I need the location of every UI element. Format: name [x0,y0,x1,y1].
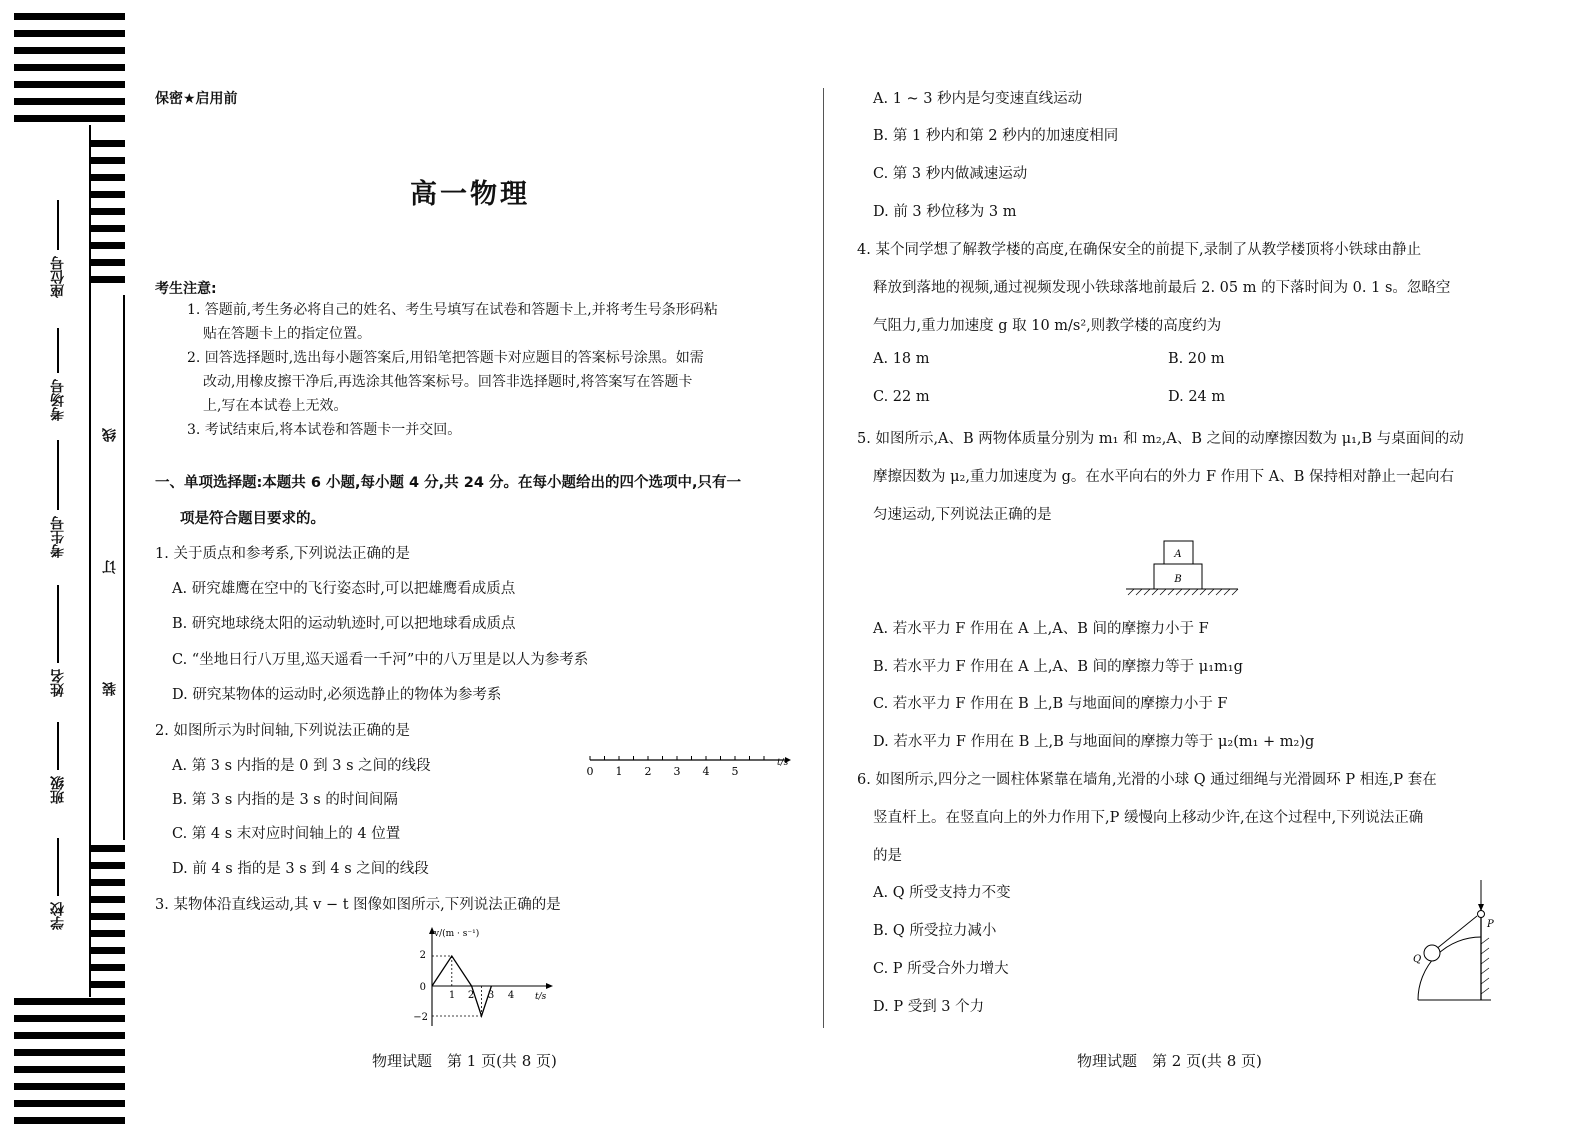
ring-p [1478,911,1485,918]
time-axis-tick-0: 0 [586,765,594,778]
ground-hatch [1128,589,1238,595]
block-a-label: A [1174,549,1182,560]
q5-stem-line: 摩擦因数为 μ₂,重力加速度为 g。在水平向右的外力 F 作用下 A、B 保持相对静止一起向右 [873,469,1454,485]
q2-option-c[interactable]: C. 第 4 s 末对应时间轴上的 4 位置 [172,826,401,842]
room-number-field[interactable] [38,328,78,421]
q4-option-c[interactable]: C. 22 m [873,389,930,405]
student-number-field[interactable] [38,440,78,558]
q4-stem-line: 释放到落地的视频,通过视频发现小铁球落地前最后 2. 05 m 的下落时间为 0. 1 s。忽略空 [873,280,1451,296]
column-divider [823,88,824,1028]
notice-line: 贴在答题卡上的指定位置。 [203,326,371,342]
q6-stem-line: 6. 如图所示,四分之一圆柱体紧靠在墙角,光滑的小球 Q 通过细绳与光滑圆环 P 相连,P 套在 [857,772,1437,788]
q4-stem-line: 气阻力,重力加速度 g 取 10 m/s²,则教学楼的高度约为 [873,318,1222,334]
stripe [14,98,125,105]
vt-x-arrow [546,983,553,989]
vt-y-label: v/(m · s⁻¹) [434,929,480,939]
stripe [90,225,125,232]
q2-option-b[interactable]: B. 第 3 s 内指的是 3 s 的时间间隔 [172,792,398,808]
page1-footer: 物理试题 第 1 页(共 8 页) [372,1052,557,1070]
stripe [90,191,125,198]
section-heading-cont: 项是符合题目要求的。 [180,511,325,527]
stripe [14,47,125,54]
vt-x-tick-2: 2 [467,990,475,1001]
q2-option-d[interactable]: D. 前 4 s 指的是 3 s 到 4 s 之间的线段 [172,861,429,877]
blocks-figure [1122,536,1242,598]
stripe [14,64,125,71]
stripe [14,30,125,37]
time-axis-tick-2: 2 [644,765,652,778]
vt-y-tick-0: 0 [419,982,426,993]
notice-line: 2. 回答选择题时,选出每小题答案后,用铅笔把答题卡对应题目的答案标号涂黑。如需 [187,350,704,366]
notice-line: 1. 答题前,考生务必将自己的姓名、考生号填写在试卷和答题卡上,并将考生号条形码粘 [187,302,718,318]
page-title: 高一物理 [410,179,530,210]
name-field[interactable] [38,585,78,697]
seat-number-label: 座位号 [50,256,66,298]
stripe [90,896,125,903]
stripe [14,1117,125,1124]
q2-stem: 2. 如图所示为时间轴,下列说法正确的是 [155,723,411,739]
notice-line: 3. 考试结束后,将本试卷和答题卡一并交回。 [187,422,462,438]
q5-option-d[interactable]: D. 若水平力 F 作用在 B 上,B 与地面间的摩擦力等于 μ₂(m₁ + m₂)g [873,734,1315,750]
q3-option-c[interactable]: C. 第 3 秒内做减速运动 [873,166,1028,182]
section-heading: 一、单项选择题:本题共 6 小题,每小题 4 分,共 24 分。在每小题给出的四个选项中,只有一 [155,475,741,491]
strip-edge-line [123,295,125,840]
q6-option-d[interactable]: D. P 受到 3 个力 [873,999,985,1015]
room-number-label: 考场号 [50,379,66,421]
stripe [90,157,125,164]
confidential-label: 保密★启用前 [155,91,238,107]
notice-list [187,298,718,442]
time-axis-tick-4: 4 [702,765,710,778]
class-label: 班级 [50,776,66,804]
stripe [14,1032,125,1039]
student-number-label: 考生号 [50,516,66,558]
q5-option-a[interactable]: A. 若水平力 F 作用在 A 上,A、B 间的摩擦力小于 F [873,621,1209,637]
stripe [90,964,125,971]
notice-line: 改动,用橡皮擦干净后,再选涂其他答案标号。回答非选择题时,将答案写在答题卡 [203,374,693,390]
vt-x-tick-4: 4 [507,990,515,1001]
notice-heading: 考生注意: [155,281,217,297]
stripe [90,242,125,249]
q4-option-b[interactable]: B. 20 m [1168,351,1225,367]
q6-option-a[interactable]: A. Q 所受支持力不变 [873,885,1011,901]
q1-option-c[interactable]: C. “坐地日行八万里,巡天遥看一千河”中的八万里是以人为参考系 [172,652,589,668]
stripe [90,862,125,869]
stripe [90,259,125,266]
time-axis-unit: t/s [777,758,789,768]
block-b-label: B [1174,574,1182,585]
school-label: 学校 [50,902,66,930]
q1-option-a[interactable]: A. 研究雄鹰在空中的飞行姿态时,可以把雄鹰看成质点 [172,581,516,597]
q4-stem-line: 4. 某个同学想了解教学楼的高度,在确保安全的前提下,录制了从教学楼顶将小铁球由静止 [857,242,1422,258]
stripe [14,998,125,1005]
q3-option-b[interactable]: B. 第 1 秒内和第 2 秒内的加速度相同 [873,128,1119,144]
stripe [14,1083,125,1090]
q2-option-a[interactable]: A. 第 3 s 内指的是 0 到 3 s 之间的线段 [172,758,431,774]
binding-mark-bind: 装 [102,682,118,696]
school-field[interactable] [38,838,78,930]
vt-x-label: t/s [535,992,547,1002]
stripe [14,1015,125,1022]
ball-q-label: Q [1413,954,1422,965]
seat-number-field[interactable] [38,200,78,298]
notice-line: 上,写在本试卷上无效。 [203,398,348,414]
q6-stem-line: 的是 [873,848,902,864]
cylinder-figure [1405,878,1500,1006]
stripe [90,981,125,988]
q5-stem-line: 5. 如图所示,A、B 两物体质量分别为 m₁ 和 m₂,A、B 之间的动摩擦因数为 μ₁,B 与桌面间的动 [857,431,1464,447]
wall-hatch [1481,938,1489,994]
vt-x-tick-1: 1 [448,990,456,1001]
q5-stem-line: 匀速运动,下列说法正确的是 [873,507,1052,523]
vt-y-tick-neg2: −2 [413,1012,428,1023]
stripe [14,13,125,20]
vt-graph [410,924,560,1034]
stripe [90,947,125,954]
vt-x-tick-3: 3 [487,990,495,1001]
q3-option-d[interactable]: D. 前 3 秒位移为 3 m [873,204,1017,220]
page2-footer: 物理试题 第 2 页(共 8 页) [1077,1052,1262,1070]
name-label: 姓名 [50,669,66,697]
stripe [14,1049,125,1056]
stripe [90,913,125,920]
time-axis-figure [585,750,795,780]
stripe [90,276,125,283]
ring-p-label: P [1487,919,1494,930]
stripe [14,115,125,122]
q5-option-c[interactable]: C. 若水平力 F 作用在 B 上,B 与地面间的摩擦力小于 F [873,696,1228,712]
q4-option-d[interactable]: D. 24 m [1168,389,1226,405]
vt-y-tick-2: 2 [419,950,426,961]
stripe [90,208,125,215]
q4-option-a[interactable]: A. 18 m [873,351,930,367]
stripe [14,1066,125,1073]
stripe [14,1100,125,1107]
ball-q [1424,945,1440,961]
binding-mark-staple: 订 [102,560,118,574]
time-axis-tick-3: 3 [673,765,681,778]
q1-option-b[interactable]: B. 研究地球绕太阳的运动轨迹时,可以把地球看成质点 [172,616,516,632]
q6-stem-line: 竖直杆上。在竖直向上的外力作用下,P 缓慢向上移动少许,在这个过程中,下列说法正确 [873,810,1424,826]
class-field[interactable] [38,722,78,804]
stripe [90,845,125,852]
binding-mark-line: 线 [102,428,118,442]
q6-option-b[interactable]: B. Q 所受拉力减小 [873,923,997,939]
stripe [90,879,125,886]
q1-stem: 1. 关于质点和参考系,下列说法正确的是 [155,546,411,562]
time-axis-tick-1: 1 [615,765,623,778]
q3-option-a[interactable]: A. 1 ~ 3 秒内是匀变速直线运动 [873,91,1083,107]
stripe [14,81,125,88]
stripe [90,174,125,181]
q3-stem: 3. 某物体沿直线运动,其 v − t 图像如图所示,下列说法正确的是 [155,897,561,913]
q5-option-b[interactable]: B. 若水平力 F 作用在 A 上,A、B 间的摩擦力等于 μ₁m₁g [873,659,1243,675]
stripe [90,140,125,147]
stripe [90,930,125,937]
q1-option-d[interactable]: D. 研究某物体的运动时,必须选静止的物体为参考系 [172,687,502,703]
time-axis-tick-5: 5 [731,765,739,778]
q6-option-c[interactable]: C. P 所受合外力增大 [873,961,1009,977]
rope [1435,916,1477,950]
